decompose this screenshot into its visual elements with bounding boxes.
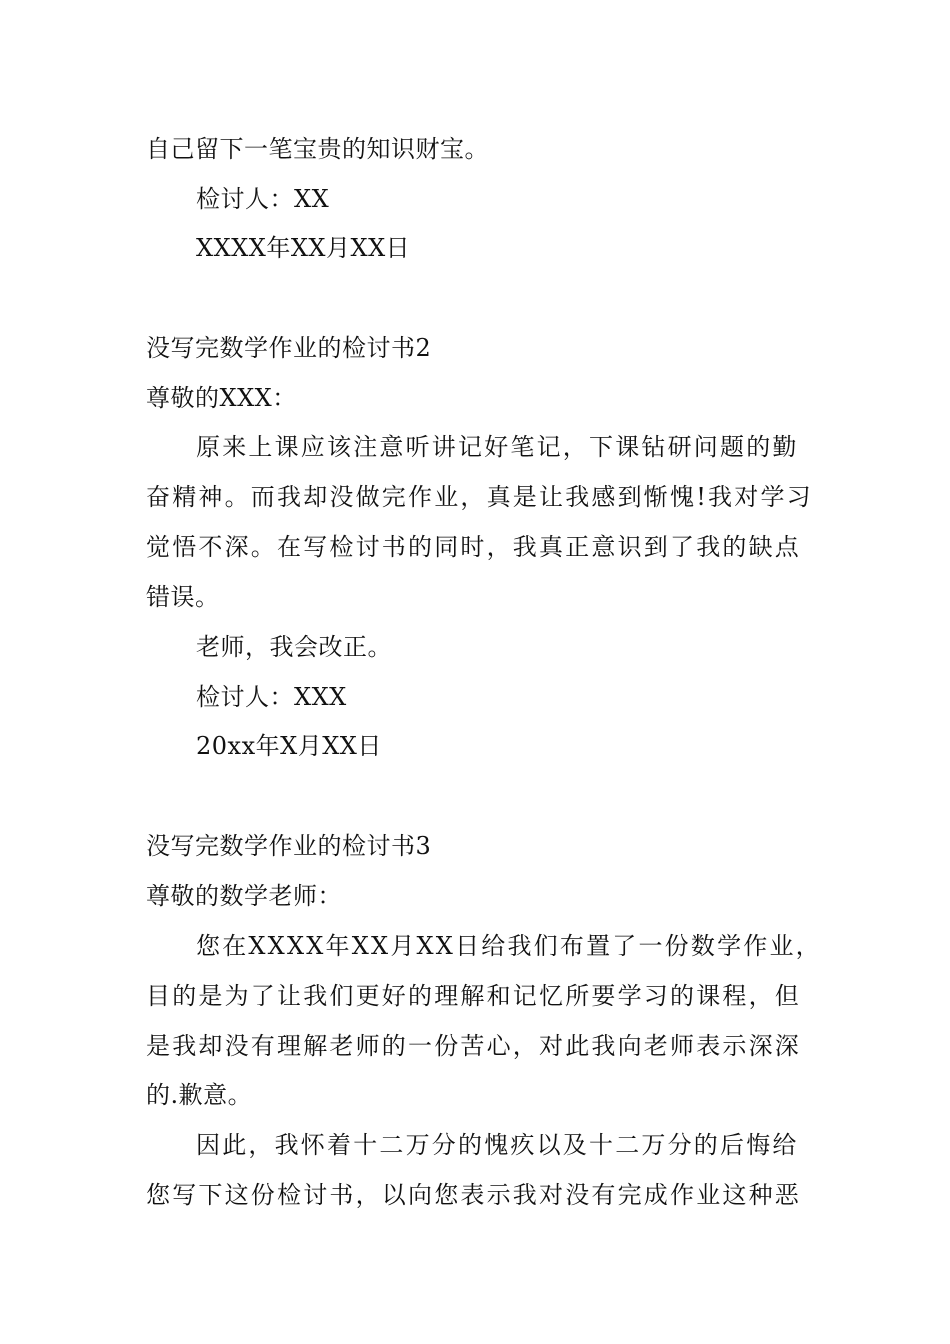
section3-para1-line3: 是我却没有理解老师的一份苦心，对此我向老师表示深深 xyxy=(146,1032,801,1060)
section3-salutation: 尊敬的数学老师： xyxy=(146,882,342,910)
section1-tail-line: 自己留下一笔宝贵的知识财宝。 xyxy=(146,135,489,163)
section2-para1-line3: 觉悟不深。在写检讨书的同时，我真正意识到了我的缺点 xyxy=(146,533,801,561)
section3-title: 没写完数学作业的检讨书3 xyxy=(146,832,432,860)
section3-para2-line2: 您写下这份检讨书，以向您表示我对没有完成作业这种恶 xyxy=(146,1181,801,1209)
section2-para1-line4: 错误。 xyxy=(146,583,220,611)
section2-para1-line2: 奋精神。而我却没做完作业，真是让我感到惭愧!我对学习 xyxy=(146,483,813,511)
section3-para2-line1: 因此，我怀着十二万分的愧疚以及十二万分的后悔给 xyxy=(196,1131,799,1159)
section3-para1-line1: 您在XXXX年XX月XX日给我们布置了一份数学作业， xyxy=(196,932,822,960)
section2-date: 20xx年X月XX日 xyxy=(196,732,382,760)
section2-salutation: 尊敬的XXX： xyxy=(146,384,297,412)
section2-para2: 老师，我会改正。 xyxy=(196,633,392,661)
section2-title: 没写完数学作业的检讨书2 xyxy=(146,334,432,362)
section1-signer: 检讨人：XX xyxy=(196,185,330,213)
section3-para1-line2: 目的是为了让我们更好的理解和记忆所要学习的课程，但 xyxy=(146,982,801,1010)
section2-signer: 检讨人：XXX xyxy=(196,683,347,711)
section1-date: XXXX年XX月XX日 xyxy=(196,234,411,262)
section3-para1-line4: 的.歉意。 xyxy=(146,1081,253,1109)
section2-para1-line1: 原来上课应该注意听讲记好笔记，下课钻研问题的勤 xyxy=(196,433,799,461)
